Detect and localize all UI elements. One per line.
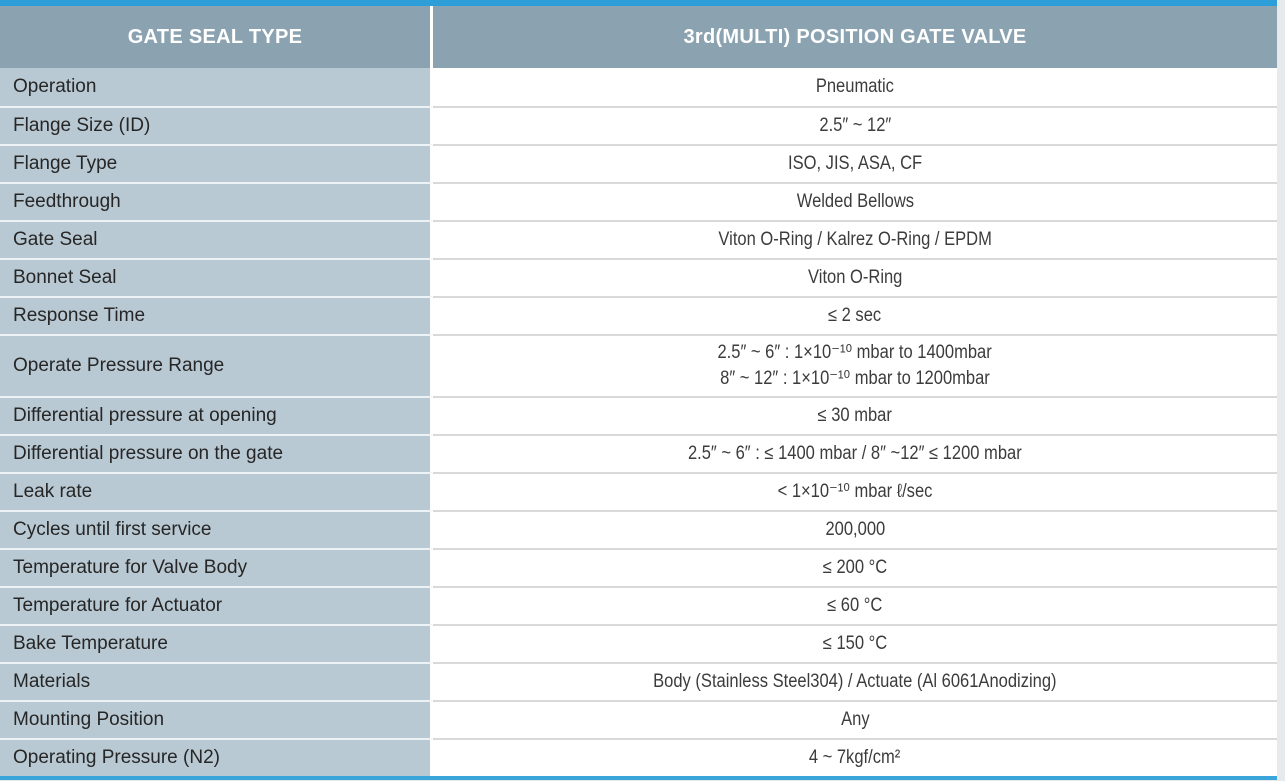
table-row (0, 472, 1277, 510)
table-row (0, 296, 1277, 334)
table-row (0, 68, 1277, 106)
row-value-text: Viton O-Ring / Kalrez O-Ring / EPDM (718, 229, 992, 250)
row-label: Bonnet Seal (0, 258, 433, 296)
row-value (433, 258, 1277, 296)
row-value (433, 334, 1277, 396)
row-value-text: Body (Stainless Steel304) / Actuate (Al 6061Anodizing) (653, 671, 1057, 692)
row-value-text: ≤ 150 °C (822, 633, 888, 654)
row-value-text: ≤ 200 °C (822, 557, 888, 578)
row-value-text: 200,000 (825, 519, 885, 540)
table-row (0, 624, 1277, 662)
row-label: Bake Temperature (0, 624, 433, 662)
row-value-text: Any (840, 709, 870, 730)
row-value (433, 472, 1277, 510)
table-row (0, 220, 1277, 258)
row-label: Operation (0, 68, 433, 106)
row-value-text: < 1×10⁻¹⁰ mbar ℓ/sec (777, 481, 933, 502)
row-label: Gate Seal (0, 220, 433, 258)
table-row (0, 548, 1277, 586)
row-value (433, 738, 1277, 776)
table-row (0, 334, 1277, 396)
row-value-text: ≤ 2 sec (828, 305, 882, 326)
row-value-text: ≤ 60 °C (827, 595, 883, 616)
row-label: Flange Type (0, 144, 433, 182)
row-value (433, 434, 1277, 472)
table-row (0, 258, 1277, 296)
table-row (0, 510, 1277, 548)
row-value (433, 396, 1277, 434)
row-value (433, 624, 1277, 662)
row-value-text: 4 ~ 7kgf/cm² (809, 747, 901, 768)
row-label: Differential pressure on the gate (0, 434, 433, 472)
row-label: Response Time (0, 296, 433, 334)
row-value-line1: 2.5″ ~ 6″ : 1×10⁻¹⁰ mbar to 1400mbar (717, 342, 993, 363)
row-value-text: ISO, JIS, ASA, CF (787, 153, 923, 174)
row-value (433, 296, 1277, 334)
table-row (0, 700, 1277, 738)
row-value (433, 586, 1277, 624)
table-row (0, 662, 1277, 700)
row-label: Differential pressure at opening (0, 396, 433, 434)
row-label: Leak rate (0, 472, 433, 510)
table-row (0, 182, 1277, 220)
row-label: Feedthrough (0, 182, 433, 220)
row-value (433, 220, 1277, 258)
row-value (433, 548, 1277, 586)
row-value-text: 2.5″ ~ 6″ : ≤ 1400 mbar / 8″ ~12″ ≤ 1200 mbar (688, 443, 1022, 464)
row-value (433, 662, 1277, 700)
table-row (0, 144, 1277, 182)
row-value-text: ≤ 30 mbar (817, 405, 893, 426)
header-col1: GATE SEAL TYPE (0, 6, 433, 68)
row-value (433, 182, 1277, 220)
header-col2: 3rd(MULTI) POSITION GATE VALVE (433, 6, 1277, 68)
row-value-line2: 8″ ~ 12″ : 1×10⁻¹⁰ mbar to 1200mbar (720, 368, 990, 389)
row-label: Temperature for Valve Body (0, 548, 433, 586)
row-value (433, 144, 1277, 182)
row-label: Flange Size (ID) (0, 106, 433, 144)
table-row (0, 396, 1277, 434)
row-value-text: Pneumatic (815, 76, 895, 97)
table-row (0, 106, 1277, 144)
row-value-text: Viton O-Ring (807, 267, 903, 288)
table-row (0, 586, 1277, 624)
row-value (433, 510, 1277, 548)
row-label: Operate Pressure Range (0, 334, 433, 396)
table-header-row (0, 6, 1277, 68)
row-value (433, 106, 1277, 144)
row-value-text: Welded Bellows (796, 191, 914, 212)
table-row (0, 738, 1277, 776)
row-label: Materials (0, 662, 433, 700)
row-label: Mounting Position (0, 700, 433, 738)
row-value-text: 2.5″ ~ 12″ (819, 115, 891, 136)
table-row (0, 434, 1277, 472)
row-label: Temperature for Actuator (0, 586, 433, 624)
row-value (433, 68, 1277, 106)
row-label: Cycles until first service (0, 510, 433, 548)
row-value (433, 700, 1277, 738)
row-label: Operating Pressure (N2) (0, 738, 433, 776)
